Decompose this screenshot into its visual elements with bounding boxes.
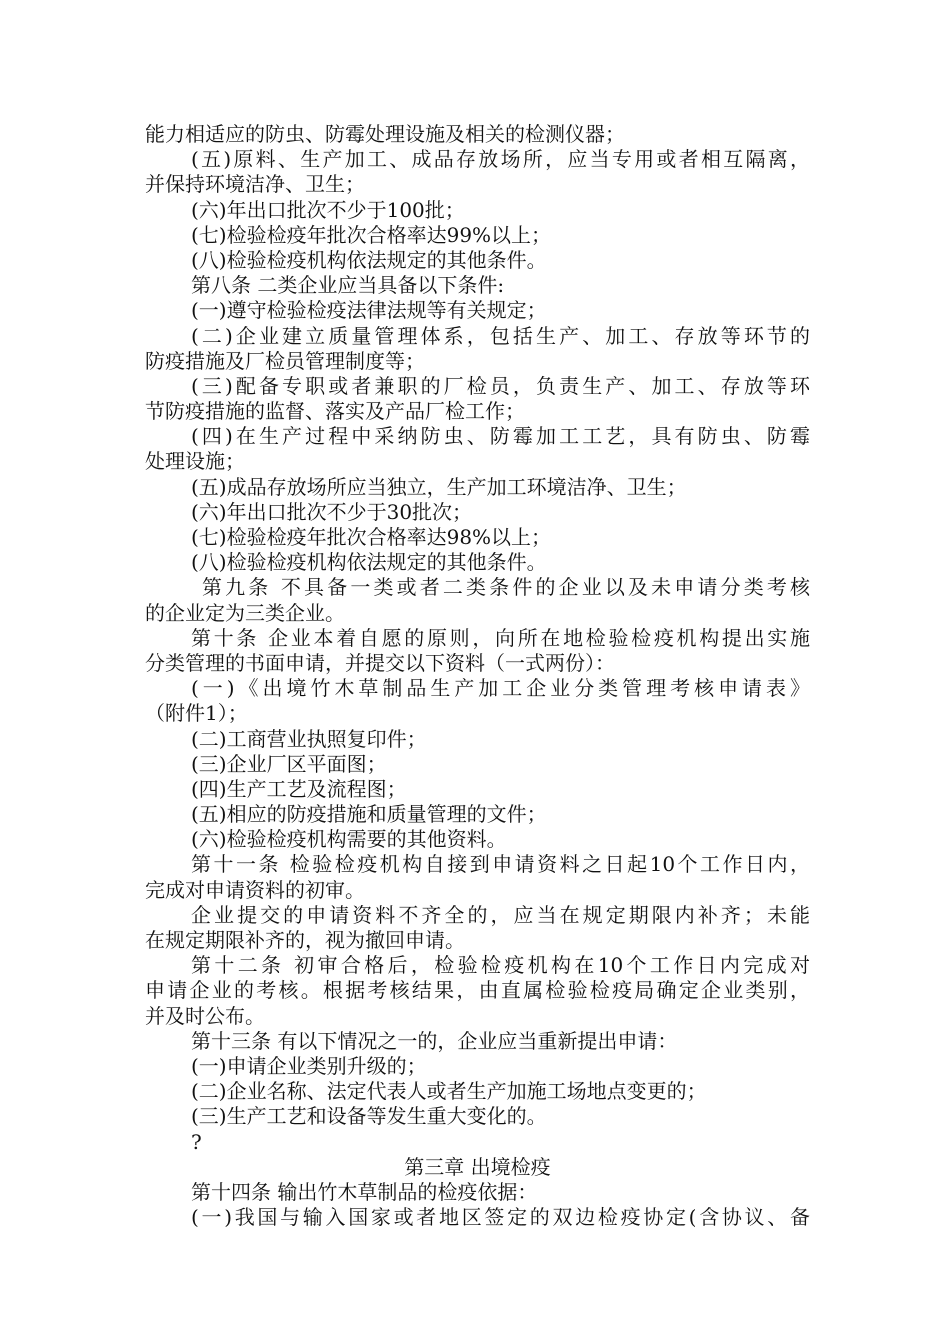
document-body — [145, 122, 810, 1230]
text-line: 的企业定为三类企业。 — [145, 600, 345, 625]
text-line: (五)相应的防疫措施和质量管理的文件； — [191, 802, 547, 827]
text-line: 节防疫措施的监督、落实及产品厂检工作； — [145, 399, 525, 424]
text-line: 防疫措施及厂检员管理制度等； — [145, 348, 425, 373]
text-line: 分类管理的书面申请，并提交以下资料（一式两份）： — [145, 650, 615, 675]
article-heading-8: 第八条 二类企业应当具备以下条件: — [191, 273, 505, 298]
text-line: 完成对申请资料的初审。 — [145, 877, 365, 902]
stray-char: ? — [191, 1129, 202, 1154]
text-line: (六)年出口批次不少于30批次； — [191, 499, 473, 524]
text-line: (八)检验检疫机构依法规定的其他条件。 — [191, 550, 547, 575]
text-line: (七)检验检疫年批次合格率达98%以上； — [191, 525, 552, 549]
text-line: (一)我国与输入国家或者地区签定的双边检疫协定(含协议、备 — [191, 1205, 810, 1230]
text-line: (六)年出口批次不少于100批； — [191, 197, 465, 222]
text-line: 在规定期限补齐的，视为撤回申请。 — [145, 928, 465, 952]
text-line: 能力相适应的防虫、防霉处理设施及相关的检测仪器； — [145, 122, 625, 146]
article-heading-11: 第十一条 检验检疫机构自接到申请资料之日起10个工作日内， — [191, 852, 810, 877]
text-line: (三)配备专职或者兼职的厂检员，负责生产、加工、存放等环 — [191, 373, 810, 398]
text-line: (六)检验检疫机构需要的其他资料。 — [191, 827, 507, 852]
article-heading-13: 第十三条 有以下情况之一的，企业应当重新提出申请： — [191, 1028, 678, 1053]
article-heading-10: 第十条 企业本着自愿的原则，向所在地检验检疫机构提出实施 — [191, 625, 810, 650]
text-line: 企业提交的申请资料不齐全的，应当在规定期限内补齐；未能 — [191, 902, 810, 927]
article-heading-12: 第十二条 初审合格后，检验检疫机构在10个工作日内完成对 — [191, 953, 810, 978]
text-line: (三)生产工艺和设备等发生重大变化的。 — [191, 1104, 547, 1129]
article-heading-14: 第十四条 输出竹木草制品的检疫依据： — [191, 1179, 538, 1204]
text-line: (五)成品存放场所应当独立，生产加工环境洁净、卫生； — [191, 474, 687, 499]
text-line: (三)企业厂区平面图； — [191, 751, 387, 776]
text-line: 并保持环境洁净、卫生； — [145, 172, 365, 197]
text-line: (四)在生产过程中采纳防虫、防霉加工工艺，具有防虫、防霉 — [191, 424, 810, 449]
text-line: （附件1）； — [145, 701, 248, 726]
text-line: (一)《出境竹木草制品生产加工企业分类管理考核申请表》 — [191, 676, 810, 701]
text-line: (四)生产工艺及流程图； — [191, 776, 407, 801]
text-line: (二)企业名称、法定代表人或者生产加施工场地点变更的； — [191, 1079, 707, 1104]
text-line: (七)检验检疫年批次合格率达99%以上； — [191, 222, 552, 247]
text-line: (五)原料、生产加工、成品存放场所，应当专用或者相互隔离， — [191, 147, 810, 172]
text-line: 申请企业的考核。根据考核结果，由直属检验检疫局确定企业类别， — [145, 978, 810, 1003]
text-line: (一)申请企业类别升级的； — [191, 1053, 427, 1078]
text-line: (二)工商营业执照复印件； — [191, 726, 427, 751]
chapter-title: 第三章 出境检疫 — [404, 1154, 551, 1179]
text-line: (二)企业建立质量管理体系，包括生产、加工、存放等环节的 — [191, 323, 810, 348]
text-line: (一)遵守检验检疫法律法规等有关规定； — [191, 298, 547, 323]
text-line: 处理设施； — [145, 449, 245, 474]
text-line: (八)检验检疫机构依法规定的其他条件。 — [191, 247, 547, 272]
text-line: 并及时公布。 — [145, 1003, 265, 1028]
article-heading-9: 第九条 不具备一类或者二类条件的企业以及未申请分类考核 — [202, 575, 810, 600]
